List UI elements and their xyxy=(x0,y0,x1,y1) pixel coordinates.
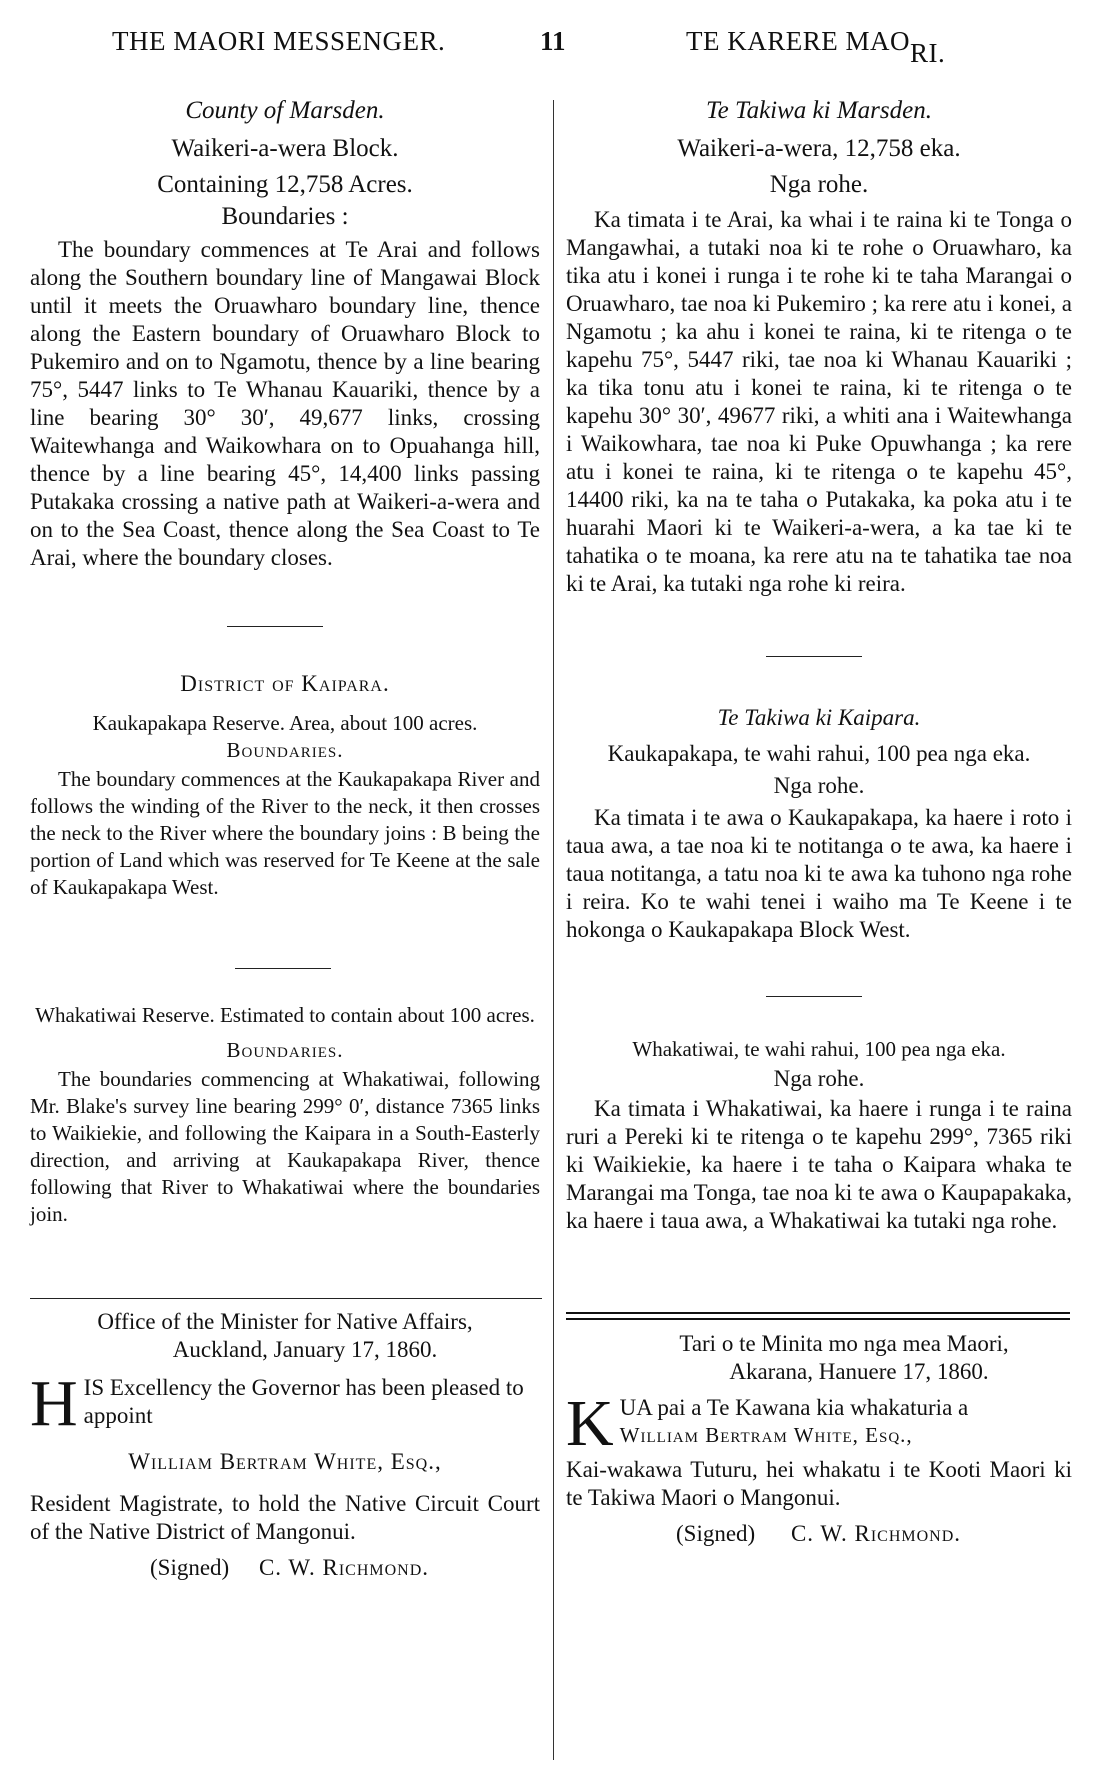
header-english-title: THE MAORI MESSENGER. xyxy=(112,26,446,56)
notice-office-mi: Tari o te Minita mo nga mea Maori, xyxy=(679,1331,1009,1356)
whakatiwai-text-en: The boundaries commencing at Whakatiwai, following Mr. Blake's survey line bearing 299° 0′, distance 7365 links to Waikiekie, and following the Kaipara in a South-Easterly direction, and arriving at Kaukapakapa River, thence following that River to Whakatiwai where the boundaries join. xyxy=(30,1067,540,1226)
marsden-section-en xyxy=(30,96,540,572)
section-rule xyxy=(766,996,862,997)
kaipara-text-mi: Ka timata i te awa o Kaukapakapa, ka haere i roto i taua awa, a tae noa ki te notitanga o te awa, ka haere i taua notitanga, a tatu noa ki te awa ka tuhono nga rohe i reira. Ko te wahi tenei i waiho ma Te Keene i te hokonga o Kaukapakapa Block West. xyxy=(566,805,1072,942)
whakatiwai-boundaries-label-en: Boundaries. xyxy=(226,1038,344,1062)
section-rule xyxy=(235,968,331,969)
appointment-notice-mi xyxy=(566,1330,1072,1548)
whakatiwai-reserve-en: Whakatiwai Reserve. Estimated to contain about 100 acres. xyxy=(35,1003,535,1027)
notice-appointee-en: William Bertram White, Esq., xyxy=(128,1449,442,1474)
notice-dropcap-mi: K xyxy=(566,1394,614,1452)
notice-double-rule xyxy=(566,1312,1070,1320)
notice-role-en: Resident Magistrate, to hold the Native Circuit Court of the Native District of Mangonui. xyxy=(30,1491,540,1544)
kaipara-heading-mi: Te Takiwa ki Kaipara. xyxy=(717,705,921,730)
marsden-section-mi xyxy=(566,96,1072,598)
whakatiwai-section-mi xyxy=(566,1036,1072,1235)
section-rule xyxy=(227,626,323,627)
notice-office-en: Office of the Minister for Native Affairs, xyxy=(97,1309,473,1334)
kaipara-heading-en: District of Kaipara. xyxy=(180,671,390,696)
kaipara-section-en xyxy=(30,670,540,901)
notice-intro-wrap-mi xyxy=(566,1394,1072,1452)
notice-signatory-en: C. W. Richmond. xyxy=(258,1555,430,1580)
notice-dropcap-en: H xyxy=(30,1374,78,1432)
notice-rule xyxy=(30,1298,542,1299)
kaukapakapa-reserve-mi: Kaukapakapa, te wahi rahui, 100 pea nga eka. xyxy=(607,741,1031,766)
page-number: 11 xyxy=(540,26,566,56)
kaipara-section-mi xyxy=(566,704,1072,944)
marsden-block-en: Waikeri-a-wera Block. xyxy=(171,135,399,162)
page-header xyxy=(0,26,1114,66)
notice-signatory-mi: C. W. Richmond. xyxy=(790,1521,962,1546)
notice-signature-en xyxy=(30,1554,540,1582)
notice-intro-mi: UA pai a Te Kawana kia whakaturia a xyxy=(619,1395,969,1420)
marsden-boundaries-label-en: Boundaries : xyxy=(221,203,349,230)
marsden-block-mi: Waikeri-a-wera, 12,758 eka. xyxy=(677,135,961,162)
notice-place-date-en: Auckland, January 17, 1860. xyxy=(172,1337,438,1362)
kaipara-boundaries-label-en: Boundaries. xyxy=(226,738,344,762)
kaipara-text-en: The boundary commences at the Kaukapakapa River and follows the winding of the River to the neck, it then crosses the neck to the River where the boundary joins : B being the portion of Land which was reserved for Te Keene at the sale of Kaukapakapa West. xyxy=(30,767,540,899)
appointment-notice-en xyxy=(30,1308,540,1582)
marsden-text-en: The boundary commences at Te Arai and follows along the Southern boundary line of Mangawai Block until it meets the Oruawharo boundary line, thence along the Eastern boundary of Oruawharo Block to Pukemiro and on to Ngamotu, thence by a line bearing 75°, 5447 links to Te Whanau Kauariki, thence by a line bearing 30° 30′, 49,677 links, crossing Waitewhanga and Waikowhara on to Opuahanga hill, thence by a line bearing 45°, 14,400 links passing Putakaka crossing a native path at Waikeri-a-wera and on to the Sea Coast, thence along the Sea Coast to Te Arai, where the boundary closes. xyxy=(30,237,540,570)
notice-signature-mi xyxy=(566,1520,1072,1548)
section-rule xyxy=(766,656,862,657)
header-maori-title xyxy=(686,26,946,68)
kaukapakapa-reserve-en: Kaukapakapa Reserve. Area, about 100 acres. xyxy=(92,711,478,735)
marsden-boundaries-label-mi: Nga rohe. xyxy=(769,171,869,198)
notice-intro-wrap-en xyxy=(30,1374,540,1432)
notice-place-date-mi: Akarana, Hanuere 17, 1860. xyxy=(729,1359,989,1384)
whakatiwai-reserve-mi: Whakatiwai, te wahi rahui, 100 pea nga eka. xyxy=(632,1037,1006,1061)
notice-signed-mi: (Signed) xyxy=(676,1521,756,1546)
kaipara-boundaries-label-mi: Nga rohe. xyxy=(773,773,865,798)
notice-signed-en: (Signed) xyxy=(150,1555,230,1580)
notice-appointee-mi: William Bertram White, Esq., xyxy=(619,1423,913,1447)
column-divider xyxy=(553,100,554,1760)
whakatiwai-text-mi: Ka timata i Whakatiwai, ka haere i runga i te raina ruri a Pereki ki te ritenga o te kapehu 299°, 7365 riki ki Waikiekie, ka haere i te taha o Kaipara whaka te Marangai ma Tonga, tae noa ki te awa o Kaupapakaka, ka haere i taua awa, a Whakatiwai ka tutaki nga rohe. xyxy=(566,1096,1072,1233)
marsden-heading-mi: Te Takiwa ki Marsden. xyxy=(706,97,932,124)
header-maori-title-main: TE KARERE MAO xyxy=(686,26,910,56)
notice-intro-en: IS Excellency the Governor has been pleased to appoint xyxy=(83,1375,524,1428)
marsden-text-mi: Ka timata i te Arai, ka whai i te raina ki te Tonga o Mangawhai, a tutaki noa ki te rohe o Oruawharo, ka tika atu i konei i runga i te rohe ki te taha Marangai o Oruawharo, tae noa ki Pukemiro ; ka rere atu i konei, a Ngamotu ; ka ahu i konei te raina, ki te ritenga o te kapehu 75°, 5447 riki, tae noa ki Whanau Kauariki ; ka tika tonu atu i konei te raina, ki te ritenga o te kapehu 30° 30′, 49677 riki, a whiti ana i Waitewhanga i Waikowhara, tae noa ki Puke Opuwhanga ; ka rere atu i konei te raina, ki te ritenga o te kapehu 45°, 14400 riki, ka na te taha o Putakaka, ka poka atu i te huarahi Maori ki te Waikeri-a-wera, a ka tae ki te tahatika o te moana, ka rere atu na te tahatika tae noa ki te Arai, ka tutaki nga rohe ki reira. xyxy=(566,207,1072,596)
header-maori-title-tail: RI. xyxy=(910,38,946,68)
notice-role-mi: Kai-wakawa Tuturu, hei whakatu i te Kooti Maori ki te Takiwa Maori o Mangonui. xyxy=(566,1457,1072,1510)
whakatiwai-boundaries-label-mi: Nga rohe. xyxy=(773,1066,865,1091)
whakatiwai-section-en xyxy=(30,1002,540,1228)
marsden-containing-en: Containing 12,758 Acres. xyxy=(157,171,413,198)
marsden-heading-en: County of Marsden. xyxy=(185,97,385,124)
